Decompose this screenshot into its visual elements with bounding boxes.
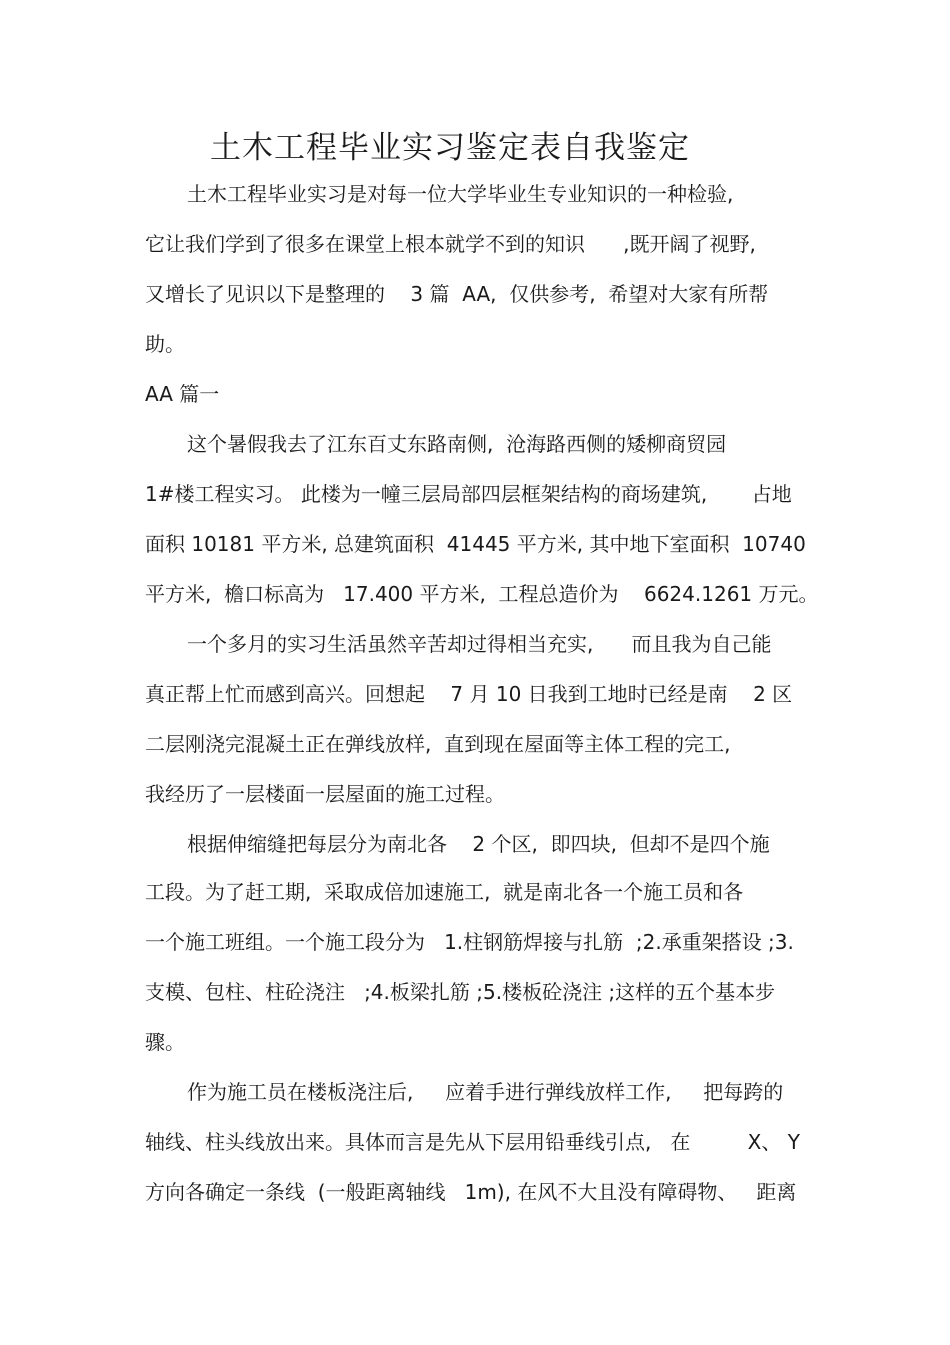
paragraph-line: 一个施工班组。一个施工段分为 1.柱钢筋焊接与扎筋 ;2.承重架搭设 ;3. xyxy=(145,930,794,954)
paragraph-line: 根据伸缩缝把每层分为南北各 2 个区, 即四块, 但却不是四个施 xyxy=(187,832,770,856)
section-heading: AA 篇一 xyxy=(145,382,220,406)
paragraph-line: 我经历了一层楼面一层屋面的施工过程。 xyxy=(145,782,505,806)
paragraph-line: 方向各确定一条线 (一般距离轴线 1m), 在风不大且没有障碍物、 距离 xyxy=(145,1180,797,1204)
paragraph-line: 二层刚浇完混凝土正在弹线放样, 直到现在屋面等主体工程的完工, xyxy=(145,732,731,756)
paragraph-line: 土木工程毕业实习是对每一位大学毕业生专业知识的一种检验, xyxy=(187,182,734,206)
paragraph-line: 平方米, 檐口标高为 17.400 平方米, 工程总造价为 6624.1261 万元。 xyxy=(145,582,819,606)
paragraph-line: 1#楼工程实习。 此楼为一幢三层局部四层框架结构的商场建筑, 占地 xyxy=(145,482,792,506)
paragraph-line: 又增长了见识以下是整理的 3 篇 AA, 仅供参考, 希望对大家有所帮 xyxy=(145,282,769,306)
paragraph-line: 面积 10181 平方米, 总建筑面积 41445 平方米, 其中地下室面积 10740 xyxy=(145,532,806,556)
paragraph-line: 作为施工员在楼板浇注后, 应着手进行弹线放样工作, 把每跨的 xyxy=(187,1080,784,1104)
paragraph-line: 这个暑假我去了江东百丈东路南侧, 沧海路西侧的矮柳商贸园 xyxy=(187,432,727,456)
paragraph-line: 支模、包柱、柱砼浇注 ;4.板梁扎筋 ;5.楼板砼浇注 ;这样的五个基本步 xyxy=(145,980,776,1004)
paragraph-line: 真正帮上忙而感到高兴。回想起 7 月 10 日我到工地时已经是南 2 区 xyxy=(145,682,793,706)
paragraph-line: 它让我们学到了很多在课堂上根本就学不到的知识 ,既开阔了视野, xyxy=(145,232,756,256)
paragraph-line: 骤。 xyxy=(145,1030,185,1054)
document-title: 土木工程毕业实习鉴定表自我鉴定 xyxy=(210,130,690,166)
paragraph-line: 一个多月的实习生活虽然辛苦却过得相当充实, 而且我为自己能 xyxy=(187,632,772,656)
paragraph-line: 助。 xyxy=(145,332,185,356)
paragraph-line: 轴线、柱头线放出来。具体而言是先从下层用铅垂线引点, 在 X、 Y xyxy=(145,1130,800,1154)
paragraph-line: 工段。为了赶工期, 采取成倍加速施工, 就是南北各一个施工员和各 xyxy=(145,880,744,904)
